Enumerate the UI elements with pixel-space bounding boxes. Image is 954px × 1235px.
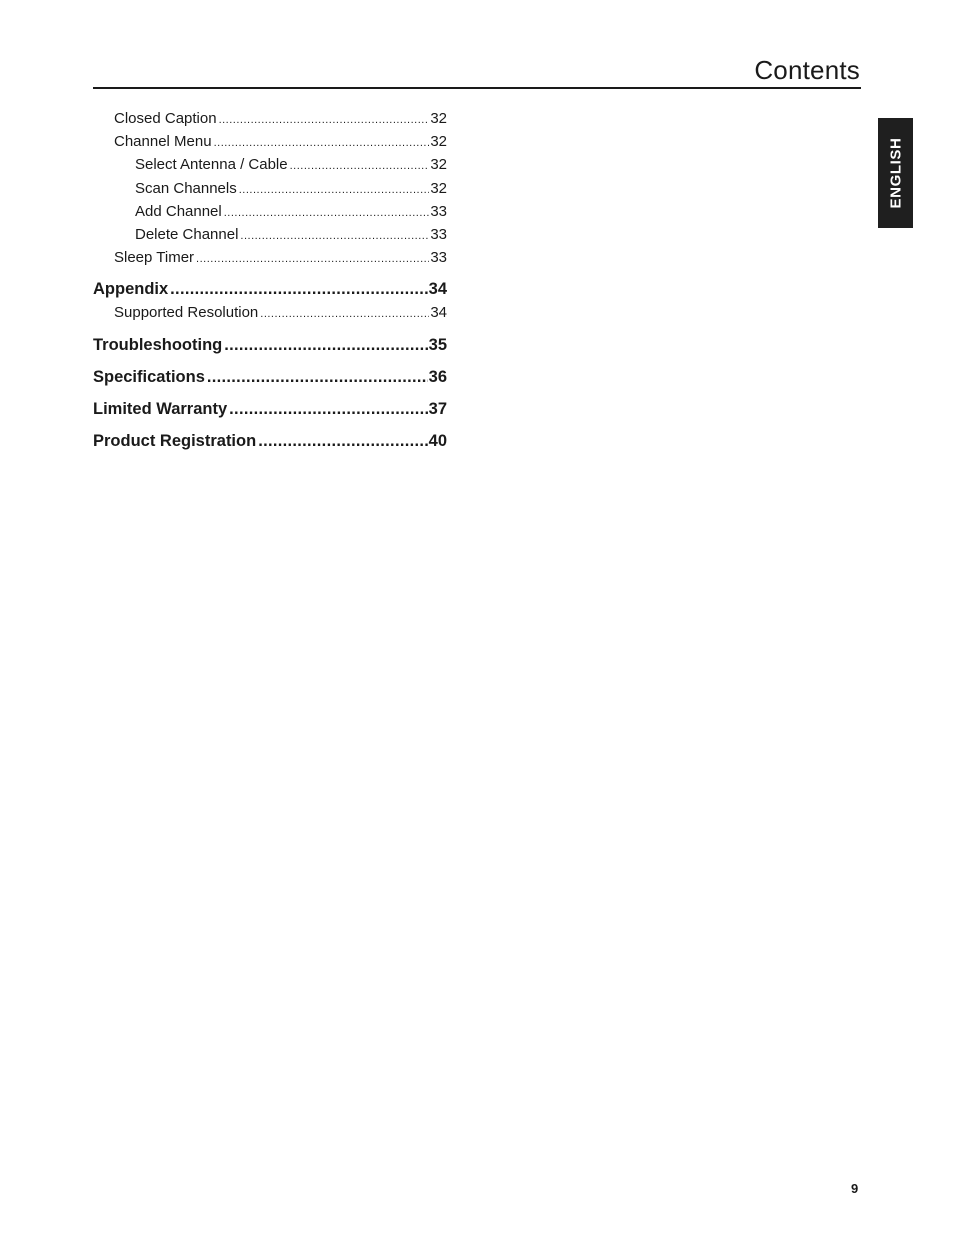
toc-section-page: 40 [428,431,447,450]
toc-section-label: Specifications [93,367,205,386]
toc-section-label: Product Registration [93,431,257,450]
toc-section-label: Troubleshooting [93,335,223,354]
toc-entry-page: 32 [430,156,447,174]
toc-entry-page: 33 [430,202,447,220]
toc-section-page: 35 [428,335,447,354]
toc-entry-page: 33 [430,225,447,243]
toc-entry-supported-resolution[interactable] [93,301,447,324]
toc-entry-channel-menu[interactable] [93,130,447,153]
toc-entry-label: Add Channel [135,202,222,220]
toc-dot-leader [224,333,427,357]
toc-dot-leader [219,109,430,130]
toc-section-label: Appendix [93,280,169,299]
page-number: 9 [851,1181,859,1196]
toc-entry-page: 33 [430,249,447,267]
toc-dot-leader [239,179,430,200]
language-tab-label: ENGLISH [887,137,904,209]
toc-dot-leader [240,225,429,246]
toc-section-troubleshooting[interactable] [93,333,447,357]
toc-dot-leader [170,277,427,301]
toc-section-appendix[interactable] [93,277,447,301]
toc-dot-leader [258,429,427,453]
toc-entry-page: 32 [430,179,447,197]
toc-section-specifications[interactable] [93,365,447,389]
toc-section-page: 36 [428,367,447,386]
toc-section-page: 37 [428,399,447,418]
language-tab [878,118,913,228]
toc-entry-closed-caption[interactable] [93,107,447,130]
title-rule [93,87,861,89]
toc-dot-leader [214,132,430,153]
toc-dot-leader [229,397,427,421]
toc-entry-label: Scan Channels [135,179,237,197]
toc-entry-sleep-timer[interactable] [93,246,447,269]
toc-dot-leader [196,248,429,269]
toc-dot-leader [224,202,430,223]
toc-dot-leader [290,155,430,176]
toc-dot-leader [260,303,429,324]
toc-section-page: 34 [428,280,447,299]
toc-entry-label: Delete Channel [135,225,239,243]
toc-section-label: Limited Warranty [93,399,228,418]
toc-section-limited-warranty[interactable] [93,397,447,421]
toc-entry-label: Closed Caption [114,110,217,127]
page-title: Contents [754,55,860,85]
toc-entry-page: 32 [430,133,447,151]
toc-entry-label: Channel Menu [114,133,212,151]
table-of-contents [93,107,447,453]
toc-dot-leader [207,365,428,389]
toc-section-product-registration[interactable] [93,429,447,453]
toc-entry-select-antenna-cable[interactable] [93,153,447,176]
toc-entry-page: 34 [430,304,447,322]
toc-entry-label: Select Antenna / Cable [135,156,288,174]
toc-entry-scan-channels[interactable] [93,177,447,200]
toc-entry-label: Sleep Timer [114,249,195,267]
toc-entry-page: 32 [430,110,447,127]
toc-entry-label: Supported Resolution [114,304,259,322]
toc-entry-delete-channel[interactable] [93,223,447,246]
toc-entry-add-channel[interactable] [93,200,447,223]
